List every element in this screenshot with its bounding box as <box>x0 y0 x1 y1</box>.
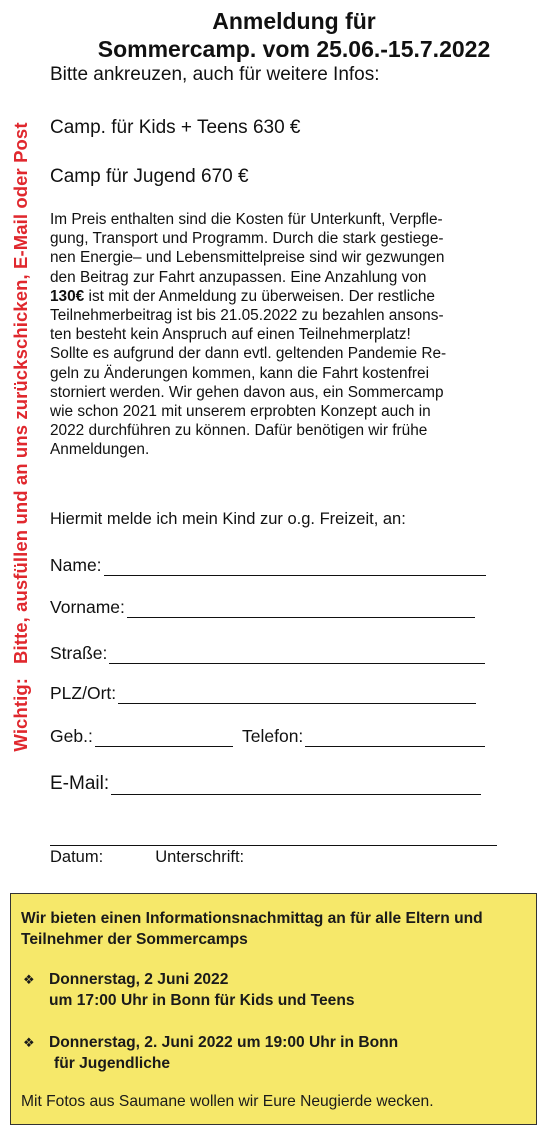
desc-line: Im Preis enthalten sind die Kosten für Unterkunft, Verpfle- <box>50 211 443 228</box>
geb-field[interactable] <box>50 726 233 747</box>
plz-line[interactable] <box>118 685 476 704</box>
vorname-label: Vorname: <box>50 597 125 617</box>
side-note <box>6 44 36 829</box>
name-label: Name: <box>50 555 102 575</box>
deposit-amount: 130€ <box>50 287 85 305</box>
option-camp-youth[interactable]: Camp für Jugend 670 € <box>50 166 249 187</box>
side-note-prefix: Wichtig: <box>10 677 31 752</box>
bullet-diamond-icon: ❖ <box>23 972 35 987</box>
desc-line: Teilnehmerbeitrag ist bis 21.05.2022 zu bezahlen ansons- <box>50 307 444 325</box>
vorname-field[interactable] <box>50 597 475 618</box>
desc-line: den Beitrag zur Fahrt anzupassen. Eine Anzahlung von <box>50 268 427 286</box>
strasse-field[interactable] <box>50 643 485 664</box>
option-camp-kids[interactable]: Camp. für Kids + Teens 630 € <box>50 117 301 138</box>
option-instruction: Bitte ankreuzen, auch für weitere Infos: <box>50 64 380 85</box>
datum-label: Datum: <box>50 848 104 866</box>
unterschrift-label: Unterschrift: <box>155 848 245 866</box>
desc-line: ten besteht kein Anspruch auf einen Teilnehmerplatz! <box>50 326 411 344</box>
telefon-label: Telefon: <box>242 726 304 746</box>
desc-line: gung, Transport und Programm. Durch die stark gestiege- <box>50 230 444 248</box>
registration-intro: Hiermit melde ich mein Kind zur o.g. Freizeit, an: <box>50 510 406 528</box>
geb-line[interactable] <box>95 728 233 747</box>
desc-line-text: ist mit der Anmeldung zu überweisen. Der restliche <box>88 287 435 305</box>
email-line[interactable] <box>111 776 481 795</box>
desc-line: storniert werden. Wir gehen davon aus, ein Sommercamp <box>50 383 444 401</box>
event2-date: Donnerstag, 2. Juni 2022 um 19:00 Uhr in Bonn <box>49 1034 399 1051</box>
desc-line <box>50 287 530 306</box>
desc-line: Sollte es aufgrund der dann evtl. geltenden Pandemie Re- <box>50 345 447 363</box>
telefon-field[interactable] <box>242 726 485 747</box>
strasse-line[interactable] <box>109 645 485 664</box>
name-line[interactable] <box>104 557 486 576</box>
page-subtitle: Sommercamp. vom 25.06.-15.7.2022 <box>97 36 491 62</box>
event1-date: Donnerstag, 2 Juni 2022 <box>49 971 229 988</box>
desc-line: nen Energie– und Lebensmittelpreise sind wir gezwungen <box>50 249 445 267</box>
vorname-line[interactable] <box>127 599 475 618</box>
strasse-label: Straße: <box>50 643 108 663</box>
signature-line[interactable] <box>50 845 497 846</box>
info-box <box>10 893 537 1125</box>
geb-label: Geb.: <box>50 726 93 746</box>
plz-label: PLZ/Ort: <box>50 683 117 703</box>
page-title: Anmeldung für <box>212 8 376 34</box>
event2-detail: für Jugendliche <box>54 1055 171 1072</box>
price-description <box>50 210 530 460</box>
name-field[interactable] <box>50 555 486 576</box>
email-field[interactable] <box>50 773 481 795</box>
email-label: E-Mail: <box>50 773 110 794</box>
info-footer: Mit Fotos aus Saumane wollen wir Eure Neugierde wecken. <box>21 1093 434 1110</box>
plz-field[interactable] <box>50 683 476 704</box>
bullet-diamond-icon: ❖ <box>23 1035 35 1050</box>
desc-line: 2022 durchführen zu können. Dafür benötigen wir frühe <box>50 422 428 440</box>
info-event-youth <box>21 1032 526 1074</box>
side-note-text: Bitte, ausfüllen und an uns zurückschicken, E-Mail oder Post <box>10 121 31 664</box>
info-event-kids <box>21 969 526 1011</box>
telefon-line[interactable] <box>305 728 485 747</box>
info-headline: Wir bieten einen Informationsnachmittag an für alle Eltern und Teilnehmer der Sommercamps <box>21 910 483 948</box>
signature-labels <box>50 848 244 867</box>
desc-line: geln zu Änderungen kommen, kann die Fahrt kostenfrei <box>50 364 430 382</box>
desc-line: Anmeldungen. <box>50 441 150 459</box>
desc-line: wie schon 2021 mit unserem erprobten Konzept auch in <box>50 403 431 421</box>
event1-detail: um 17:00 Uhr in Bonn für Kids und Teens <box>49 992 355 1009</box>
